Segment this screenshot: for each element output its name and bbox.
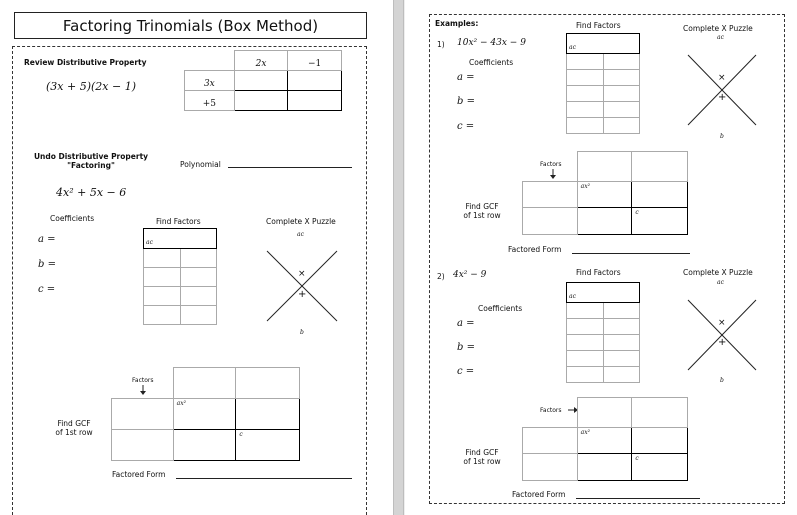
factor-cell[interactable] [567,351,604,367]
ex2-coefficient-label: Coefficients [478,304,523,313]
factor-cell[interactable] [180,268,217,287]
box-cell[interactable] [577,208,632,235]
review-table [184,50,342,111]
x-puzzle-bottom: b [300,329,304,336]
ex2-coef-b: b = [457,342,475,353]
review-cell[interactable] [234,71,288,91]
factor-cell[interactable] [567,303,604,319]
factor-cell[interactable] [603,118,640,134]
ex1-expression: 10x² − 43x − 9 [457,38,526,48]
box-cell[interactable] [523,428,578,454]
box-cell[interactable] [523,208,578,235]
coef-c: c = [38,284,56,295]
left-page [0,0,393,515]
factor-cell[interactable] [603,351,640,367]
ex1-coefficient-label: Coefficients [469,58,514,67]
ex1-factored-form-line[interactable] [572,253,690,254]
ex1-x-bottom: b [720,133,724,140]
examples-label: Examples: [435,19,479,28]
ex2-x-bottom: b [720,377,724,384]
ex2-x-puzzle-label: Complete X Puzzle [683,268,753,277]
review-row-header-1: 3x [185,71,235,91]
ex1-factors-arrow-label: Factors [540,161,562,168]
coefficient-label: Coefficients [50,214,95,223]
factor-cell[interactable] [144,268,181,287]
factor-cell[interactable] [180,287,217,306]
review-col-header-2: −1 [288,51,342,71]
ex1-x-mult-icon: × [718,73,726,83]
ex1-find-factors-label: Find Factors [576,21,621,30]
factor-cell[interactable] [603,303,640,319]
undo-expression: 4x² + 5x − 6 [56,186,127,199]
review-cell[interactable] [288,91,342,111]
review-row-header-2: +5 [185,91,235,111]
ex1-x-top: ac [717,34,724,41]
ex1-box-method-grid [522,151,688,235]
x-puzzle-label: Complete X Puzzle [266,217,336,226]
box-cell[interactable] [577,152,632,182]
factor-table: ac [143,228,217,325]
factored-form-label: Factored Form [112,470,166,479]
x-puzzle-top: ac [297,231,304,238]
ex2-factor-table: ac [566,282,640,383]
ex2-factored-form-label: Factored Form [512,490,566,499]
box-cell[interactable] [173,368,236,399]
factor-cell[interactable] [603,86,640,102]
factor-cell[interactable] [144,249,181,268]
ex1-factor-table: ac [566,33,640,134]
ex1-x-puzzle-icon [688,55,756,125]
factored-form-line[interactable] [176,478,352,479]
ex2-expression: 4x² − 9 [453,270,487,280]
ex1-number: 1) [437,40,445,49]
factor-cell[interactable] [567,86,604,102]
factor-cell[interactable] [603,70,640,86]
page-divider [393,0,404,515]
box-cell[interactable] [523,182,578,208]
x-mult-icon: × [298,269,306,279]
box-cell[interactable] [577,398,632,428]
ex1-gcf-label: Find GCF of 1st row [463,202,501,220]
right-page [405,0,797,515]
factor-cell[interactable] [567,335,604,351]
ex1-coef-c: c = [457,121,475,132]
box-cell[interactable] [112,430,174,461]
ex2-coef-a: a = [457,318,475,329]
ex2-gcf-label: Find GCF of 1st row [463,448,501,466]
factor-cell[interactable] [603,54,640,70]
x-puzzle-icon [267,251,337,321]
review-col-header-1: 2x [234,51,288,71]
box-method-grid [111,367,300,461]
factor-cell[interactable] [567,70,604,86]
ex2-coef-c: c = [457,366,475,377]
review-cell[interactable] [288,71,342,91]
factor-cell[interactable] [180,249,217,268]
box-cell[interactable] [236,368,300,399]
page-title: Factoring Trinomials (Box Method) [14,12,367,39]
box-cell[interactable] [236,399,300,430]
ex1-x-plus-icon: + [718,92,727,103]
box-cell[interactable] [632,398,688,428]
box-cell[interactable] [632,428,688,454]
factor-cell[interactable] [144,287,181,306]
factor-cell[interactable] [567,319,604,335]
box-cell-c[interactable]: c [236,430,300,461]
factors-arrow-label: Factors [132,377,154,384]
ex1-coef-b: b = [457,96,475,107]
ex1-factored-form-label: Factored Form [508,245,562,254]
factor-cell[interactable] [567,118,604,134]
gcf-label: Find GCF of 1st row [55,419,93,437]
box-cell[interactable] [173,430,236,461]
ex2-box-method-grid [522,397,688,481]
ex2-number: 2) [437,272,445,281]
ex2-factored-form-line[interactable] [576,498,700,499]
factor-cell[interactable] [603,367,640,383]
ex2-find-factors-label: Find Factors [576,268,621,277]
box-cell[interactable] [632,152,688,182]
coef-b: b = [38,259,56,270]
box-cell[interactable] [577,454,632,481]
box-cell-c[interactable]: c [632,454,688,481]
ex1-x-puzzle-label: Complete X Puzzle [683,24,753,33]
x-plus-icon: + [298,289,307,300]
review-heading: Review Distributive Property [24,58,147,67]
polynomial-answer-line[interactable] [228,167,352,168]
review-expression: (3x + 5)(2x − 1) [46,80,136,93]
box-cell[interactable] [523,454,578,481]
polynomial-label: Polynomial [180,160,221,169]
ex1-coef-a: a = [457,72,475,83]
factor-cell[interactable] [603,335,640,351]
factor-cell[interactable] [603,319,640,335]
ex2-x-plus-icon: + [718,337,727,348]
ex2-factors-arrow-label: Factors [540,407,562,414]
review-cell[interactable] [234,91,288,111]
box-cell[interactable] [632,182,688,208]
factor-cell[interactable] [567,102,604,118]
factor-cell[interactable] [180,306,217,325]
ex2-x-puzzle-icon [688,300,756,370]
box-cell-ax2[interactable]: ax² [577,182,632,208]
undo-heading: Undo Distributive Property "Factoring" [33,152,149,170]
factor-cell[interactable] [567,54,604,70]
box-cell-c[interactable]: c [632,208,688,235]
find-factors-label: Find Factors [156,217,201,226]
coef-a: a = [38,234,56,245]
factor-cell[interactable] [567,367,604,383]
factor-cell[interactable] [603,102,640,118]
ex2-x-top: ac [717,279,724,286]
ex2-x-mult-icon: × [718,318,726,328]
factor-cell[interactable] [144,306,181,325]
box-cell-ax2[interactable]: ax² [577,428,632,454]
box-cell[interactable] [112,399,174,430]
box-cell-ax2[interactable]: ax² [173,399,236,430]
